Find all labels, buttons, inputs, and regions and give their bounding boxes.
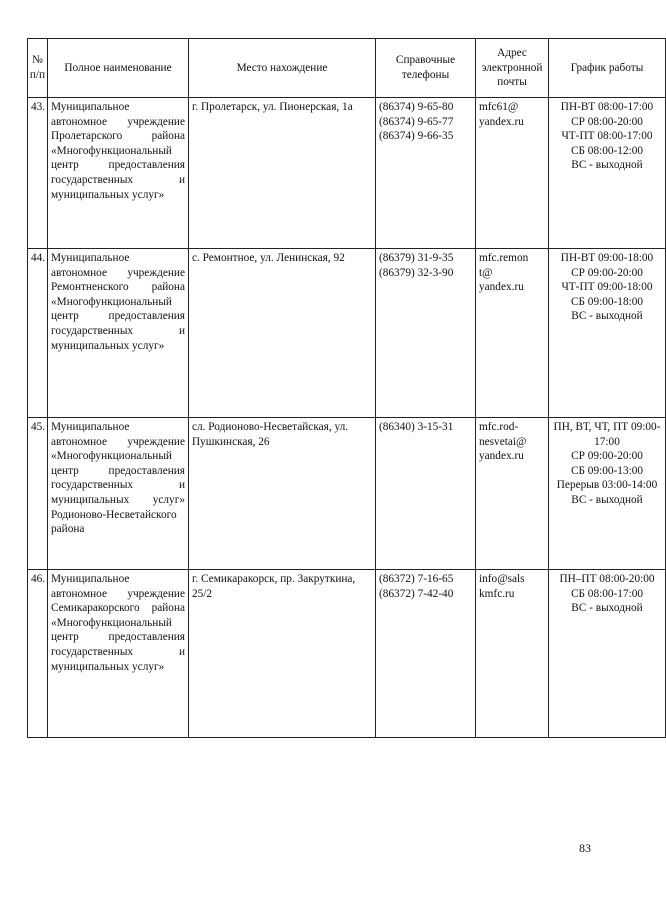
schedule-line: СБ 09:00-13:00 <box>570 464 644 477</box>
mfc-directory-table <box>27 38 666 738</box>
phone-list <box>376 570 476 738</box>
email-part: yandex.ru <box>479 450 524 463</box>
phone-list <box>376 418 476 570</box>
email-part: yandex.ru <box>479 115 524 128</box>
email-part: yandex.ru <box>479 281 524 294</box>
phone-list <box>376 98 476 249</box>
email-part: mfc61@ <box>479 101 519 113</box>
work-schedule <box>549 249 666 418</box>
row-number: 45. <box>28 418 48 570</box>
institution-location: сл. Родионово-Несветайская, ул. Пушкинская, 26 <box>189 418 376 570</box>
work-schedule <box>549 98 666 249</box>
table-row <box>28 98 666 249</box>
phone-number: (86374) 9-65-77 <box>379 115 454 128</box>
institution-name: Муниципальное автономное учреждение Ремонтненского района «Многофункциональный центр предоставления государственных и муниципальных услуг» <box>48 249 189 418</box>
email-part: nesvetai@ <box>479 435 527 448</box>
institution-name: Муниципальное автономное учреждение Семикаракорского района «Многофункциональный центр предоставления государственных и муниципальных услуг» <box>48 570 189 738</box>
table-header-row <box>28 39 666 98</box>
institution-name: Муниципальное автономное учреждение «Многофункциональный центр предоставления государственных и муниципальных услуг» Родионово-Несветайского района <box>48 418 189 570</box>
schedule-line: СР 09:00-20:00 <box>571 266 643 279</box>
work-schedule <box>549 570 666 738</box>
email-part: mfc.rod- <box>479 421 519 433</box>
institution-location: г. Семикаракорск, пр. Закруткина, 25/2 <box>189 570 376 738</box>
phone-number: (86372) 7-42-40 <box>379 587 454 600</box>
phone-number: (86379) 32-3-90 <box>379 266 454 279</box>
email-part: kmfc.ru <box>479 587 515 600</box>
institution-location: г. Пролетарск, ул. Пионерская, 1а <box>189 98 376 249</box>
phone-number: (86379) 31-9-35 <box>379 252 454 264</box>
table-row <box>28 570 666 738</box>
schedule-line: ВС - выходной <box>571 310 643 323</box>
table-row <box>28 418 666 570</box>
schedule-line: ВС - выходной <box>571 602 643 615</box>
schedule-line: СБ 08:00-17:00 <box>570 587 644 600</box>
schedule-line: Перерыв 03:00-14:00 <box>556 479 658 492</box>
schedule-line: ПН-ВТ 09:00-18:00 <box>560 252 654 264</box>
header-schedule: График работы <box>549 39 666 98</box>
header-name: Полное наименование <box>48 39 189 98</box>
institution-name: Муниципальное автономное учреждение Пролетарского района «Многофункциональный центр предоставления государственных и муниципальных услуг» <box>48 98 189 249</box>
schedule-line: ПН-ВТ 08:00-17:00 <box>560 101 654 113</box>
header-phones: Справочные телефоны <box>376 39 476 98</box>
schedule-line: ЧТ-ПТ 09:00-18:00 <box>561 281 653 294</box>
page-number: 83 <box>579 841 591 855</box>
header-location: Место нахождение <box>189 39 376 98</box>
phone-number: (86374) 9-65-80 <box>379 101 454 113</box>
schedule-line: СР 09:00-20:00 <box>571 450 643 463</box>
schedule-line: ПН–ПТ 08:00-20:00 <box>559 573 655 585</box>
phone-number: (86372) 7-16-65 <box>379 573 454 585</box>
work-schedule <box>549 418 666 570</box>
email-address <box>476 98 549 249</box>
email-part: mfc.remon <box>479 252 529 264</box>
email-address <box>476 249 549 418</box>
schedule-line: ЧТ-ПТ 08:00-17:00 <box>561 130 653 143</box>
schedule-line: ВС - выходной <box>571 493 643 506</box>
email-address <box>476 570 549 738</box>
phone-number: (86374) 9-66-35 <box>379 130 454 143</box>
header-num: № п/п <box>28 39 48 98</box>
phone-number: (86340) 3-15-31 <box>379 421 454 433</box>
schedule-line: СБ 09:00-18:00 <box>570 295 644 308</box>
institution-location: с. Ремонтное, ул. Ленинская, 92 <box>189 249 376 418</box>
phone-list <box>376 249 476 418</box>
email-part: info@sals <box>479 573 525 585</box>
email-address <box>476 418 549 570</box>
schedule-line: СР 08:00-20:00 <box>571 115 643 128</box>
row-number: 43. <box>28 98 48 249</box>
schedule-line: ВС - выходной <box>571 159 643 172</box>
schedule-line: ПН, ВТ, ЧТ, ПТ 09:00-17:00 <box>553 421 661 448</box>
schedule-line: СБ 08:00-12:00 <box>570 144 644 157</box>
email-part: t@ <box>479 266 493 279</box>
header-email: Адрес электронной почты <box>476 39 549 98</box>
row-number: 44. <box>28 249 48 418</box>
table-row <box>28 249 666 418</box>
row-number: 46. <box>28 570 48 738</box>
